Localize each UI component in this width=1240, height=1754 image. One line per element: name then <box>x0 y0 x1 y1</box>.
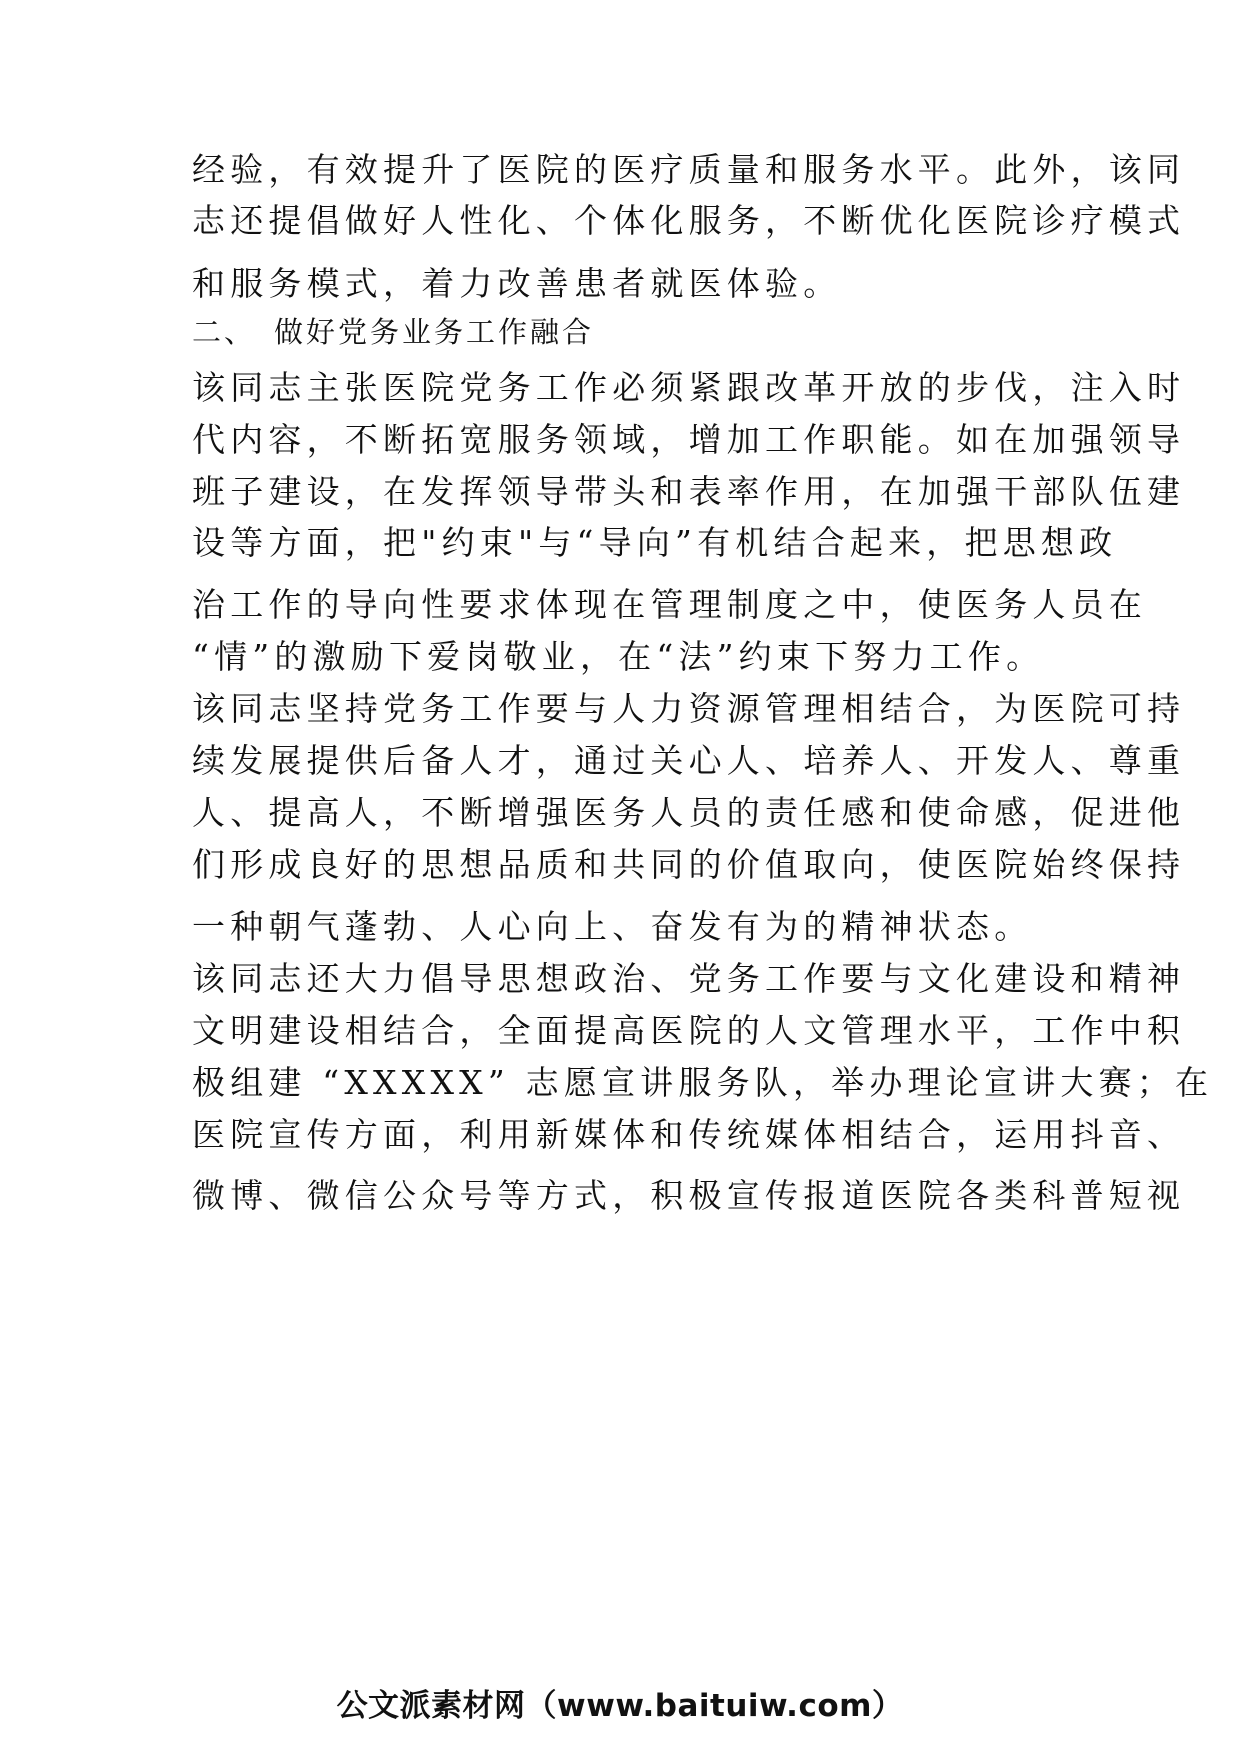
paragraph-line: 极组建 “XXXXX” 志愿宣讲服务队，举办理论宣讲大赛；在 <box>192 1063 1214 1102</box>
paragraph-line: 班子建设，在发挥领导带头和表率作用，在加强干部队伍建 <box>192 472 1186 511</box>
paragraph-line: 续发展提供后备人才，通过关心人、培养人、开发人、尊重 <box>192 741 1186 780</box>
paragraph-line: 该同志主张医院党务工作必须紧跟改革开放的步伐，注入时 <box>192 368 1186 407</box>
paragraph-line: 设等方面，把"约束"与“导向”有机结合起来，把思想政 <box>192 523 1118 562</box>
section-heading <box>192 314 594 350</box>
paragraph-line: 人、提高人，不断增强医务人员的责任感和使命感，促进他 <box>192 793 1186 832</box>
paragraph-line: 经验，有效提升了医院的医疗质量和服务水平。此外，该同 <box>192 150 1186 189</box>
paragraph-line: “情”的激励下爱岗敬业，在“法”约束下努力工作。 <box>192 637 1045 676</box>
paragraph-line: 一种朝气蓬勃、人心向上、奋发有为的精神状态。 <box>192 907 1033 946</box>
footer-source: 公文派素材网（www.baituiw.com） <box>336 1688 904 1724</box>
paragraph-line: 该同志坚持党务工作要与人力资源管理相结合，为医院可持 <box>192 689 1186 728</box>
paragraph-line: 医院宣传方面，利用新媒体和传统媒体相结合，运用抖音、 <box>192 1115 1186 1154</box>
paragraph-line: 微博、微信公众号等方式，积极宣传报道医院各类科普短视 <box>192 1176 1186 1215</box>
paragraph-line: 们形成良好的思想品质和共同的价值取向，使医院始终保持 <box>192 845 1186 884</box>
section-heading-text: 做好党务业务工作融合 <box>274 315 595 349</box>
paragraph-line: 治工作的导向性要求体现在管理制度之中，使医务人员在 <box>192 585 1147 624</box>
paragraph-line: 志还提倡做好人性化、个体化服务，不断优化医院诊疗模式 <box>192 201 1186 240</box>
paragraph-line: 代内容，不断拓宽服务领域，增加工作职能。如在加强领导 <box>192 420 1186 459</box>
paragraph-line: 文明建设相结合，全面提高医院的人文管理水平，工作中积 <box>192 1011 1186 1050</box>
paragraph-line: 和服务模式，着力改善患者就医体验。 <box>192 264 842 303</box>
paragraph-line: 该同志还大力倡导思想政治、党务工作要与文化建设和精神 <box>192 959 1186 998</box>
section-heading-number: 二、 <box>192 315 257 349</box>
